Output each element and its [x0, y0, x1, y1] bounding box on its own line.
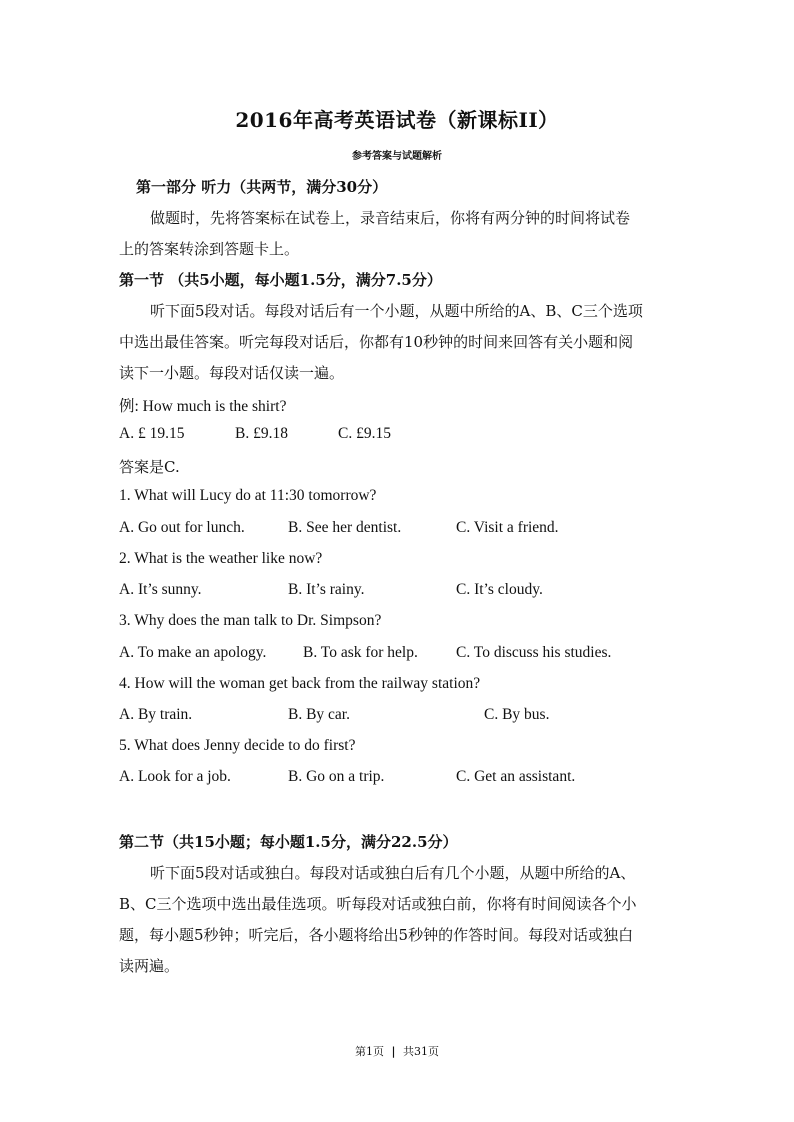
option-c: C. To discuss his studies.	[456, 644, 612, 661]
part1-heading: 第一部分 听力（共两节，满分30分）	[136, 178, 388, 196]
section2-intro-line: 读两遍。	[119, 957, 180, 975]
section1-heading: 第一节 （共5小题，每小题1.5分，满分7.5分）	[119, 271, 442, 289]
section2-intro-line: 听下面5段对话或独白。每段对话或独白后有几个小题，从题中所给的A、	[150, 864, 636, 882]
question-text: 2. What is the weather like now?	[119, 550, 323, 567]
option-b: B. By car.	[288, 706, 350, 723]
option-a: A. To make an apology.	[119, 644, 267, 661]
page-footer	[0, 1043, 794, 1059]
section1-intro-line: 听下面5段对话。每段对话后有一个小题，从题中所给的A、B、C三个选项	[150, 302, 643, 320]
example-option-c: C. £9.15	[338, 425, 391, 442]
section1-intro-line: 读下一小题。每段对话仅读一遍。	[119, 364, 345, 382]
option-b: B. Go on a trip.	[288, 768, 385, 785]
page-number: 第1页	[354, 1045, 384, 1058]
option-b: B. See her dentist.	[288, 519, 402, 536]
example-question: 例: How much is the shirt?	[119, 398, 287, 415]
example-answer: 答案是C.	[119, 458, 180, 476]
question-text: 4. How will the woman get back from the railway station?	[119, 675, 481, 692]
part1-intro-line: 做题时，先将答案标在试卷上，录音结束后，你将有两分钟的时间将试卷	[150, 209, 631, 227]
section2-intro-line: 题，每小题5秒钟；听完后，各小题将给出5秒钟的作答时间。每段对话或独白	[119, 926, 634, 944]
option-a: A. It’s sunny.	[119, 581, 202, 598]
example-option-a: A. £ 19.15	[119, 425, 185, 442]
option-c: C. Get an assistant.	[456, 768, 576, 785]
question-text: 5. What does Jenny decide to do first?	[119, 737, 356, 754]
option-c: C. Visit a friend.	[456, 519, 559, 536]
option-a: A. Go out for lunch.	[119, 519, 245, 536]
option-a: A. Look for a job.	[119, 768, 231, 785]
section2-intro-line: B、C三个选项中选出最佳选项。听每段对话或独白前，你将有时间阅读各个小	[119, 895, 637, 913]
example-option-b: B. £9.18	[235, 425, 288, 442]
option-c: C. It’s cloudy.	[456, 581, 543, 598]
document-subtitle: 参考答案与试题解析	[352, 151, 442, 162]
section2-heading: 第二节（共15小题；每小题1.5分，满分22.5分）	[119, 833, 458, 851]
page-total: 共31页	[403, 1045, 439, 1058]
document-title: 2016年高考英语试卷（新课标II）	[235, 108, 559, 132]
section1-intro-line: 中选出最佳答案。听完每段对话后，你都有10秒钟的时间来回答有关小题和阅	[119, 333, 634, 351]
option-b: B. To ask for help.	[303, 644, 418, 661]
question-text: 3. Why does the man talk to Dr. Simpson?	[119, 612, 382, 629]
footer-separator: |	[391, 1045, 396, 1058]
option-c: C. By bus.	[484, 706, 550, 723]
part1-intro-line: 上的答案转涂到答题卡上。	[119, 240, 300, 258]
option-a: A. By train.	[119, 706, 193, 723]
option-b: B. It’s rainy.	[288, 581, 365, 598]
question-text: 1. What will Lucy do at 11:30 tomorrow?	[119, 487, 377, 504]
